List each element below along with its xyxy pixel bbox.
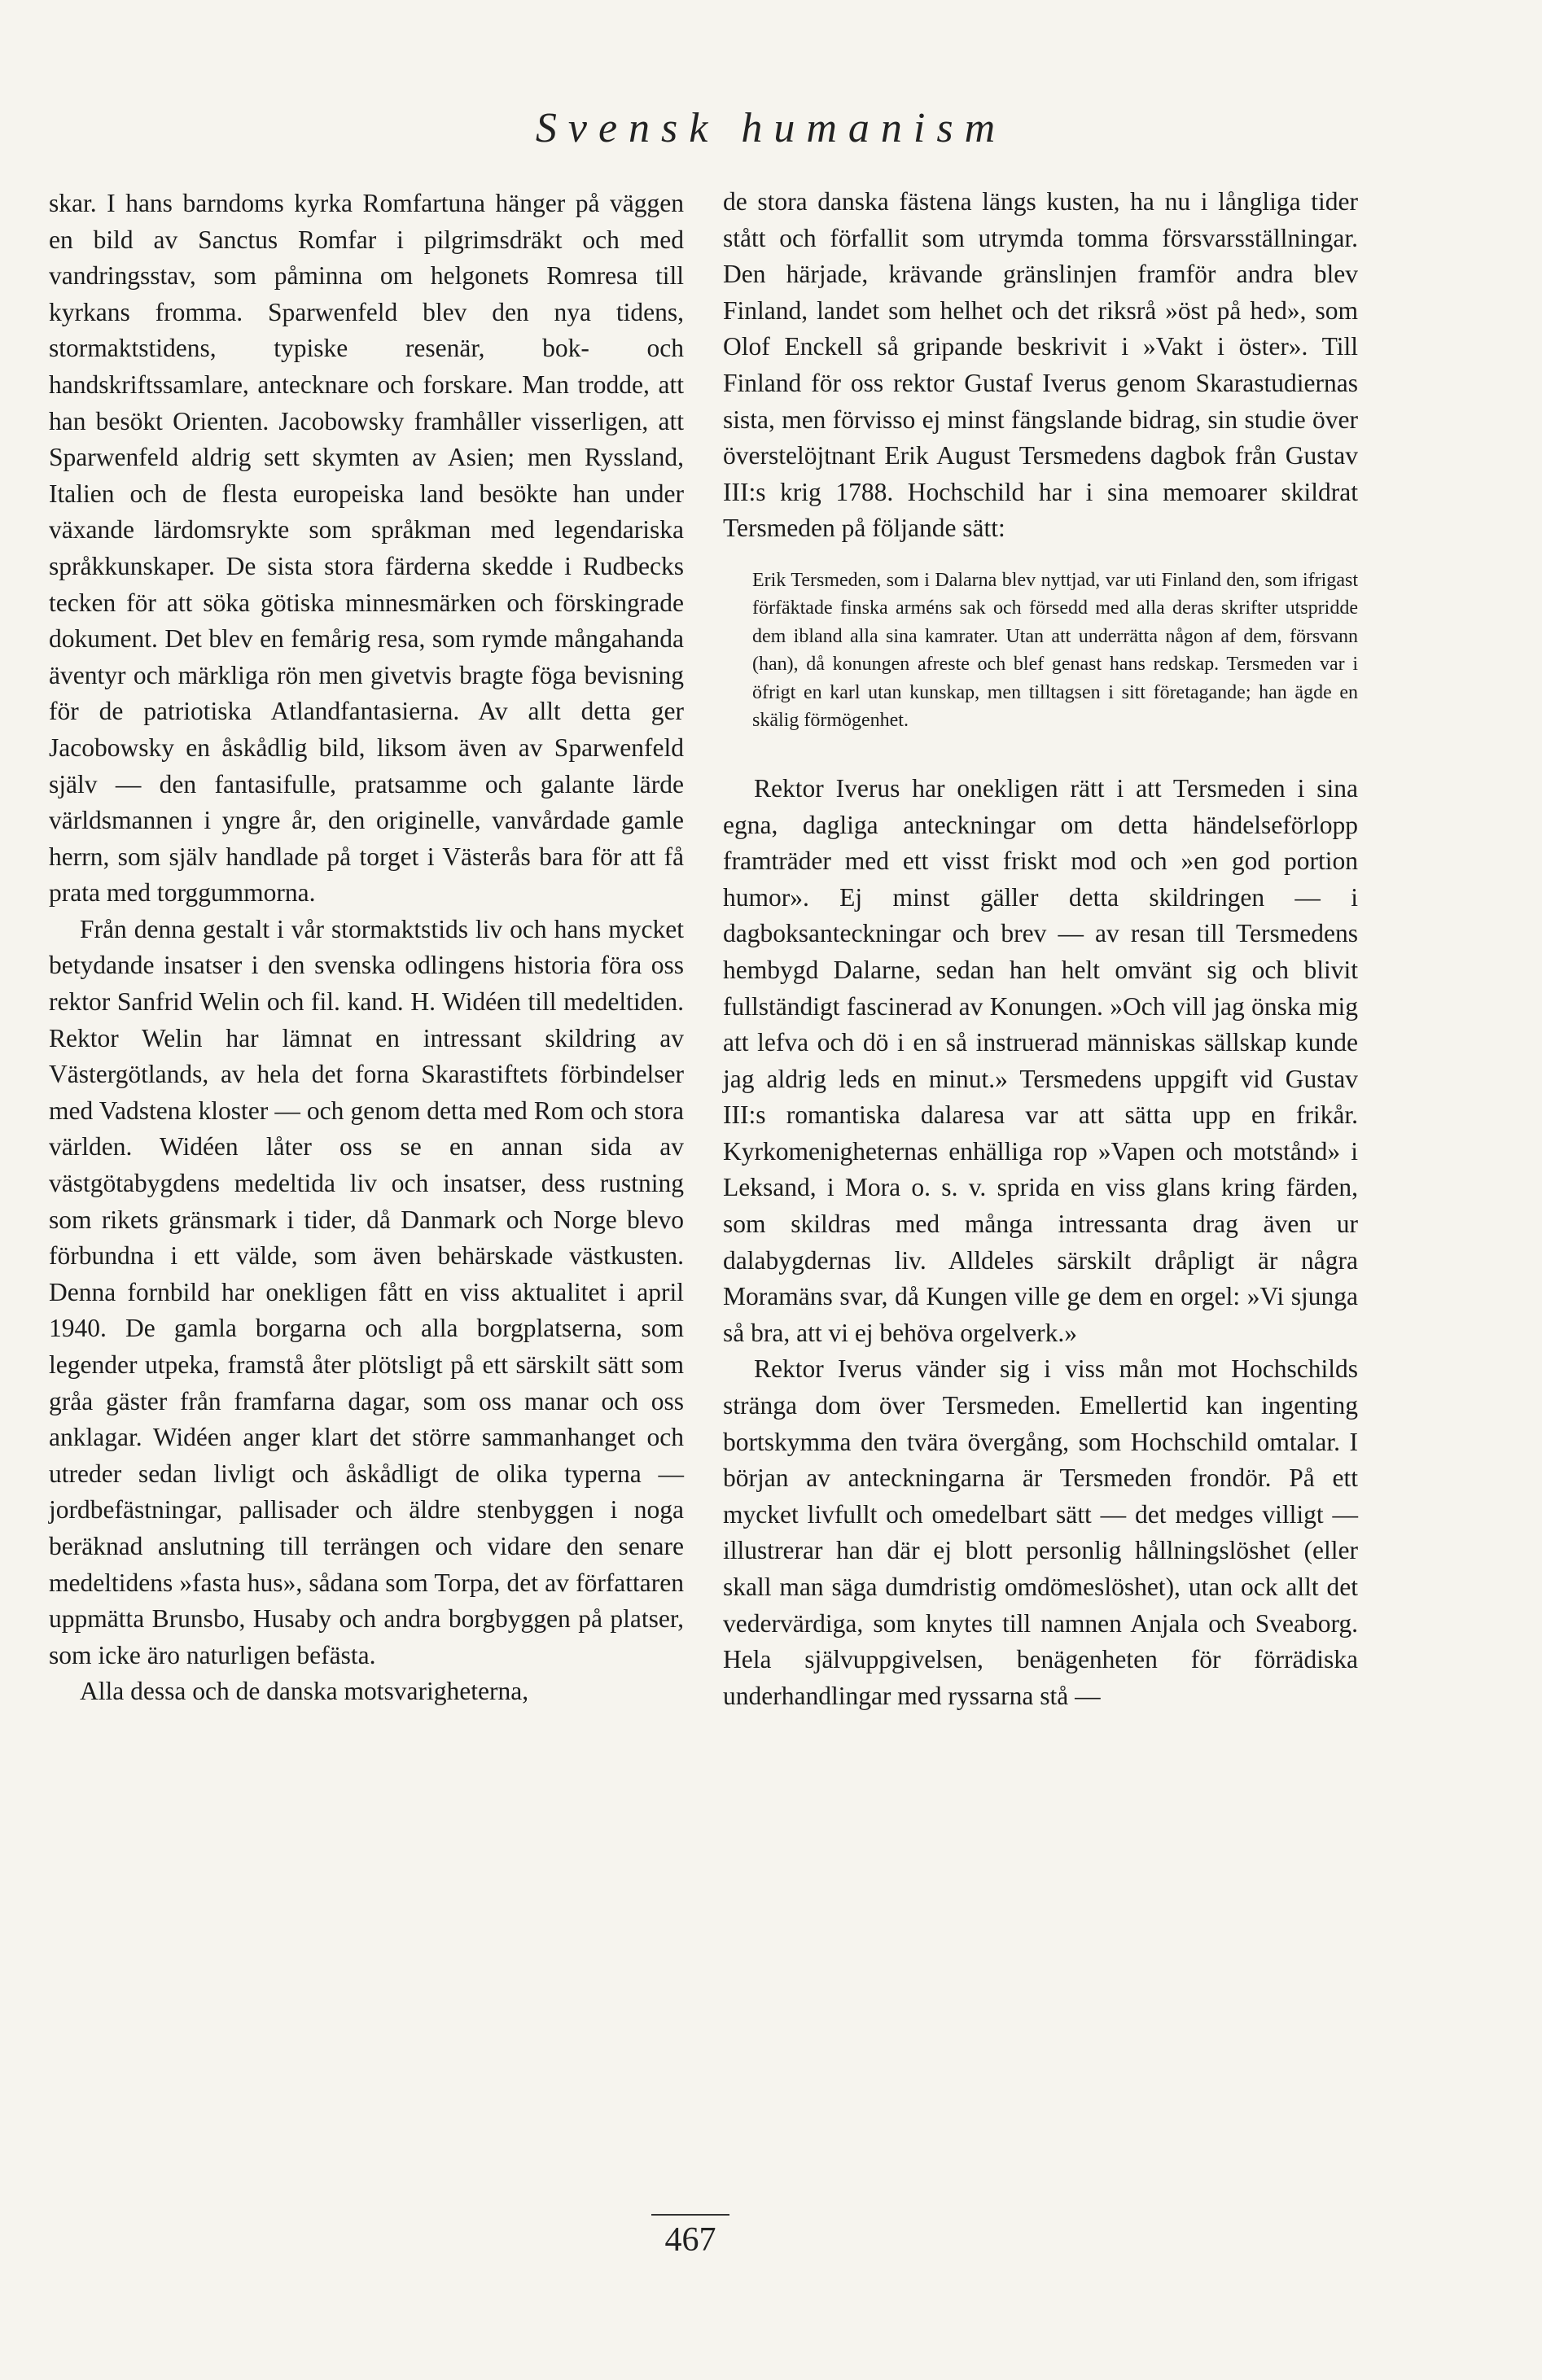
right-paragraph-3: Rektor Iverus vänder sig i viss mån mot Hochschilds stränga dom över Tersmeden. Emellertid kan ingenting bortskymma den tvära övergång, som Hochschild omtalar. I början av anteckningarna är Tersmeden frondör. På ett mycket livfullt och omedelbart sätt — det medges villigt — illustrerar han där ej blott personlig hållningslöshet (eller skall man säga dumdristig omdömeslöshet), utan ock allt det vedervärdiga, som knytes till namnen Anjala och Sveaborg. Hela självuppgivelsen, benägenheten för förrädiska underhandlingar med ryssarna stå — <box>723 1354 1358 1710</box>
running-title: Svensk humanism <box>535 105 1007 151</box>
block-quote: Erik Tersmeden, som i Dalarna blev nyttjad, var uti Finland den, som ifrigast förfäktade finska arméns sak och försedd med alla deras skrifter utspridde dem ibland alla sina kamrater. Utan att underrätta någon af dem, försvann (han), då konungen afreste och blef genast hans redskap. Tersmeden var i öfrigt en karl utan kunskap, men tilltagsen i sitt företagande; han ägde en skälig förmögenhet. <box>752 569 1358 732</box>
right-paragraph-2: Rektor Iverus har onekligen rätt i att Tersmeden i sina egna, dagliga anteckningar om detta händelseförlopp framträder med ett visst friskt mod och »en god portion humor». Ej minst gäller detta skildringen — i dagboksanteckningar och brev — av resan till Tersmedens hembygd Dalarne, sedan han helt omvänt sig och blivit fullständigt fascinerad av Konungen. »Och vill jag önska mig att lefva och dö i en så instruerad människas sällskap kunde jag aldrig leds en minut.» Tersmedens uppgift vid Gustav III:s romantiska dalaresa var att sätta upp en frikår. Kyrkomenigheternas enhälliga rop »Vapen och motstånd» i Leksand, i Mora o. s. v. sprida en viss glans kring färden, som skildras med många intressanta drag även ur dalabygdernas liv. Alldeles särskilt dråpligt är några Moramäns svar, då Kungen ville ge dem en orgel: »Vi sjunga så bra, att vi ej behöva orgelverk.» <box>723 773 1358 1347</box>
left-paragraph-2: Från denna gestalt i vår stormaktstids liv och hans mycket betydande insatser i den svenska odlingens historia föra oss rektor Sanfrid Welin och fil. kand. H. Widéen till medeltiden. Rektor Welin har lämnat en intressant skildring av Västergötlands, av hela det forna Skarastiftets förbindelser med Vadstena kloster — och genom detta med Rom och stora världen. Widéen låter oss se en annan sida av västgötabygdens medeltida liv och insatser, dess rustning som rikets gränsmark i tider, då Danmark och Norge blevo förbundna i ett välde, som även behärskade västkusten. Denna fornbild har onekligen fått en viss aktualitet i april 1940. De gamla borgarna och alla borgplatserna, som legender utpeka, framstå åter plötsligt på ett särskilt sätt som gråa gäster från framfarna dagar, som oss manar och oss anklagar. Widéen anger klart det större sammanhanget och utreder sedan livligt och åskådligt de olika typerna — jordbefästningar, pallisader och äldre stenbyggen i noga beräknad anslutning till terrängen och vidare den senare medeltidens »fasta hus», sådana som Torpa, det av författaren uppmätta Brunsbo, Husaby och andra borgbyggen på platser, som icke äro naturligen befästa. <box>49 914 684 1669</box>
left-paragraph-3: Alla dessa och de danska motsvarigheterna, <box>80 1677 529 1706</box>
left-column <box>49 186 684 1710</box>
right-paragraph-1: de stora danska fästena längs kusten, ha nu i långliga tider stått och förfallit som utrymda tomma försvarsställningar. Den härjade, krävande gränslinjen framför andra blev Finland, landet som helhet och det riksrå »öst på hed», som Olof Enckell så gripande beskrivit i »Vakt i öster». Till Finland för oss rektor Gustaf Iverus genom Skarastudiernas sista, men förvisso ej minst fängslande bidrag, sin studie över överstelöjtnant Erik August Tersmedens dagbok från Gustav III:s krig 1788. Hochschild har i sina memoarer skildrat Tersmeden på följande sätt: <box>723 187 1358 543</box>
page-number: 467 <box>664 2221 716 2259</box>
right-column <box>723 184 1358 1714</box>
left-paragraph-1: skar. I hans barndoms kyrka Romfartuna hänger på väggen en bild av Sanctus Romfar i pilgrimsdräkt och med vandringsstav, som påminna om helgonets Romresa till kyrkans fromma. Sparwenfeld blev den nya tidens, stormaktstidens, typiske resenär, bok- och handskriftssamlare, antecknare och forskare. Man trodde, att han besökt Orienten. Jacobowsky framhåller visserligen, att Sparwenfeld aldrig sett skymten av Asien; men Ryssland, Italien och de flesta europeiska land besökte han under växande lärdomsrykte som språkman med legendariska språkkunskaper. De sista stora färderna skedde i Rudbecks tecken för att söka götiska minnesmärken och förskingrade dokument. Det blev en femårig resa, som rymde mångahanda äventyr och märkliga rön men givetvis bragte föga bevisning för de patriotiska Atlandfantasierna. Av allt detta ger Jacobowsky en åskådlig bild, liksom även av Sparwenfeld själv — den fantasifulle, pratsamme och galante lärde världsmannen i yngre år, den originelle, vanvårdade gamle herrn, som själv handlade på torget i Västerås bara för att få prata med torggummorna. <box>49 189 684 908</box>
